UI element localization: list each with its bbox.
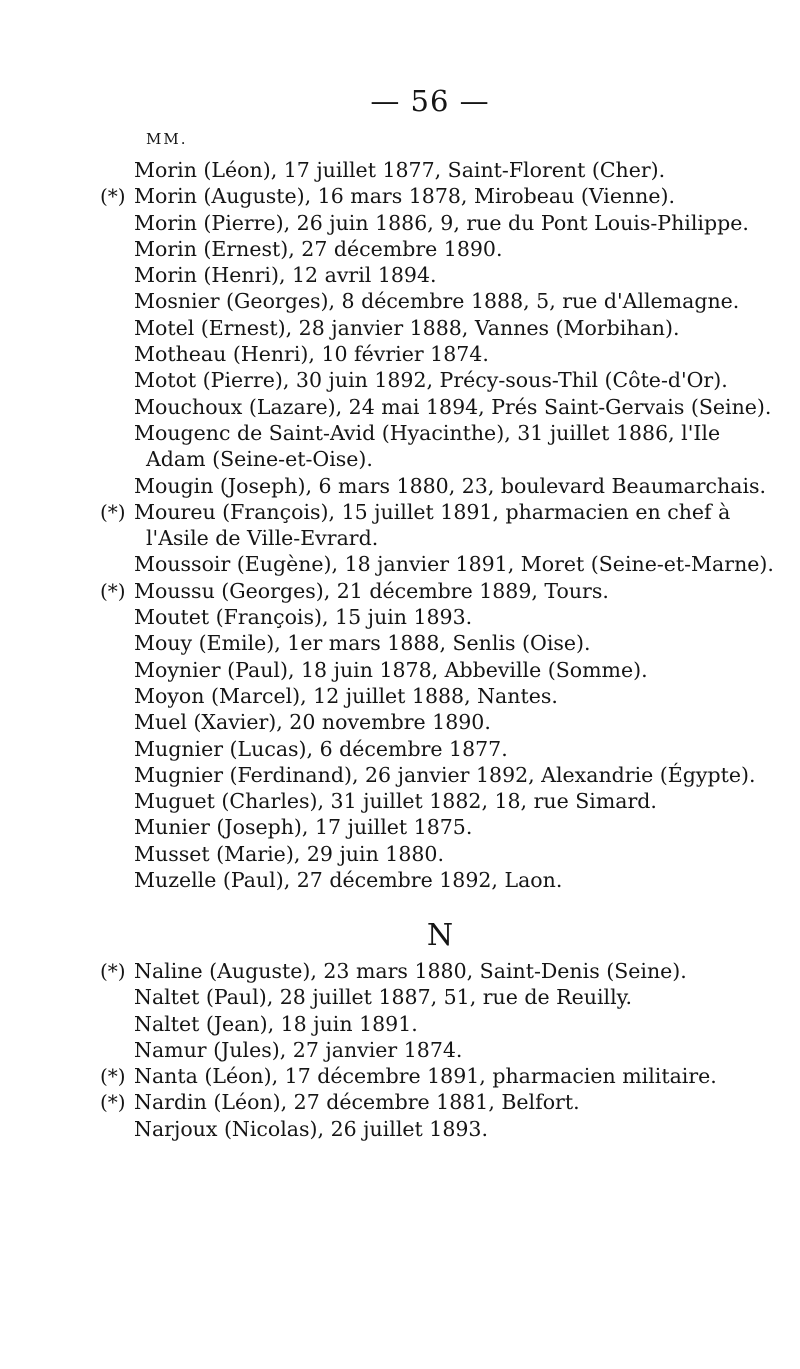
entry-list-n — [0, 958, 800, 1142]
entry-text: Mugnier (Lucas), 6 décembre 1877. — [134, 736, 508, 761]
entry-text: Mouchoux (Lazare), 24 mai 1894, Prés Saint-Gervais (Seine). — [134, 394, 772, 419]
entry-list-m — [0, 157, 800, 893]
page-number: — 56 — — [370, 84, 490, 118]
list-entry — [0, 984, 774, 1010]
entry-marker: (*) — [100, 959, 126, 983]
entry-text: Nanta (Léon), 17 décembre 1891, pharmacien militaire. — [134, 1064, 717, 1089]
entry-text: Musset (Marie), 29 juin 1880. — [134, 841, 444, 866]
entry-text: Morin (Léon), 17 juillet 1877, Saint-Florent (Cher). — [134, 158, 666, 182]
entry-text: Moureu (François), 15 juillet 1891, pharmacien en chef à — [134, 499, 731, 524]
entry-text: Muzelle (Paul), 27 décembre 1892, Laon. — [134, 868, 563, 893]
list-entry — [0, 657, 774, 683]
entry-text: Mougenc de Saint-Avid (Hyacinthe), 31 juillet 1886, l'Ile — [134, 420, 721, 445]
list-entry — [0, 958, 774, 984]
entry-text: Mougin (Joseph), 6 mars 1880, 23, boulevard Beaumarchais. — [134, 473, 767, 498]
header-abbreviation: MM. — [146, 130, 188, 148]
entry-text: Moynier (Paul), 18 juin 1878, Abbeville (Somme). — [134, 657, 648, 682]
list-entry — [0, 210, 774, 236]
entry-text: Moyon (Marcel), 12 juillet 1888, Nantes. — [134, 683, 558, 708]
entry-marker: (*) — [100, 1090, 126, 1115]
entry-marker: (*) — [100, 578, 126, 603]
list-entry — [0, 420, 774, 473]
list-entry — [0, 762, 774, 788]
entry-continuation: Adam (Seine-et-Oise). — [146, 447, 373, 472]
list-entry — [0, 814, 774, 840]
entry-marker: (*) — [100, 1064, 126, 1089]
entry-text: Mugnier (Ferdinand), 26 janvier 1892, Alexandrie (Égypte). — [134, 762, 756, 787]
list-entry — [0, 578, 774, 604]
entry-marker: (*) — [100, 184, 126, 209]
list-entry — [0, 841, 774, 867]
entry-text: Nardin (Léon), 27 décembre 1881, Belfort. — [134, 1090, 580, 1115]
section-heading-n: N — [426, 918, 454, 953]
list-entry — [0, 604, 774, 630]
list-entry — [0, 236, 774, 262]
list-entry — [0, 394, 774, 420]
entry-text: Muguet (Charles), 31 juillet 1882, 18, rue Simard. — [134, 789, 657, 814]
list-entry — [0, 1116, 774, 1142]
entry-text: Moussu (Georges), 21 décembre 1889, Tours. — [134, 578, 609, 603]
entry-text: Mosnier (Georges), 8 décembre 1888, 5, rue d'Allemagne. — [134, 289, 740, 314]
list-entry — [0, 341, 774, 367]
list-entry — [0, 288, 774, 314]
list-entry — [0, 551, 774, 577]
list-entry — [0, 1011, 774, 1037]
entry-text: Morin (Ernest), 27 décembre 1890. — [134, 236, 503, 261]
entry-text: Motot (Pierre), 30 juin 1892, Précy-sous-Thil (Côte-d'Or). — [134, 368, 728, 393]
entry-text: Moussoir (Eugène), 18 janvier 1891, Moret (Seine-et-Marne). — [134, 552, 774, 577]
entry-text: Munier (Joseph), 17 juillet 1875. — [134, 815, 473, 840]
list-entry — [0, 630, 774, 656]
entry-text: Morin (Henri), 12 avril 1894. — [134, 263, 437, 288]
list-entry — [0, 315, 774, 341]
entry-text: Naline (Auguste), 23 mars 1880, Saint-Denis (Seine). — [134, 959, 687, 983]
entry-text: Morin (Auguste), 16 mars 1878, Mirobeau (Vienne). — [134, 184, 676, 209]
entry-text: Motel (Ernest), 28 janvier 1888, Vannes (Morbihan). — [134, 315, 680, 340]
list-entry — [0, 683, 774, 709]
list-entry — [0, 867, 774, 893]
list-entry — [0, 1037, 774, 1063]
entry-text: Narjoux (Nicolas), 26 juillet 1893. — [134, 1116, 488, 1141]
list-entry — [0, 473, 774, 499]
list-entry — [0, 709, 774, 735]
list-entry — [0, 183, 774, 209]
entry-text: Muel (Xavier), 20 novembre 1890. — [134, 710, 491, 735]
list-entry — [0, 157, 774, 183]
list-entry — [0, 1063, 774, 1089]
list-entry — [0, 367, 774, 393]
entry-text: Namur (Jules), 27 janvier 1874. — [134, 1037, 463, 1062]
entry-text: Moutet (François), 15 juin 1893. — [134, 605, 473, 630]
list-entry — [0, 262, 774, 288]
entry-text: Mouy (Emile), 1er mars 1888, Senlis (Oise). — [134, 631, 591, 656]
entry-marker: (*) — [100, 499, 126, 524]
entry-text: Naltet (Paul), 28 juillet 1887, 51, rue de Reuilly. — [134, 985, 632, 1010]
entry-text: Motheau (Henri), 10 février 1874. — [134, 342, 489, 367]
list-entry — [0, 1089, 774, 1115]
entry-text: Morin (Pierre), 26 juin 1886, 9, rue du Pont Louis-Philippe. — [134, 210, 749, 235]
list-entry — [0, 736, 774, 762]
list-entry — [0, 788, 774, 814]
entry-text: Naltet (Jean), 18 juin 1891. — [134, 1011, 418, 1036]
entry-continuation: l'Asile de Ville-Evrard. — [146, 526, 379, 551]
list-entry — [0, 499, 774, 552]
